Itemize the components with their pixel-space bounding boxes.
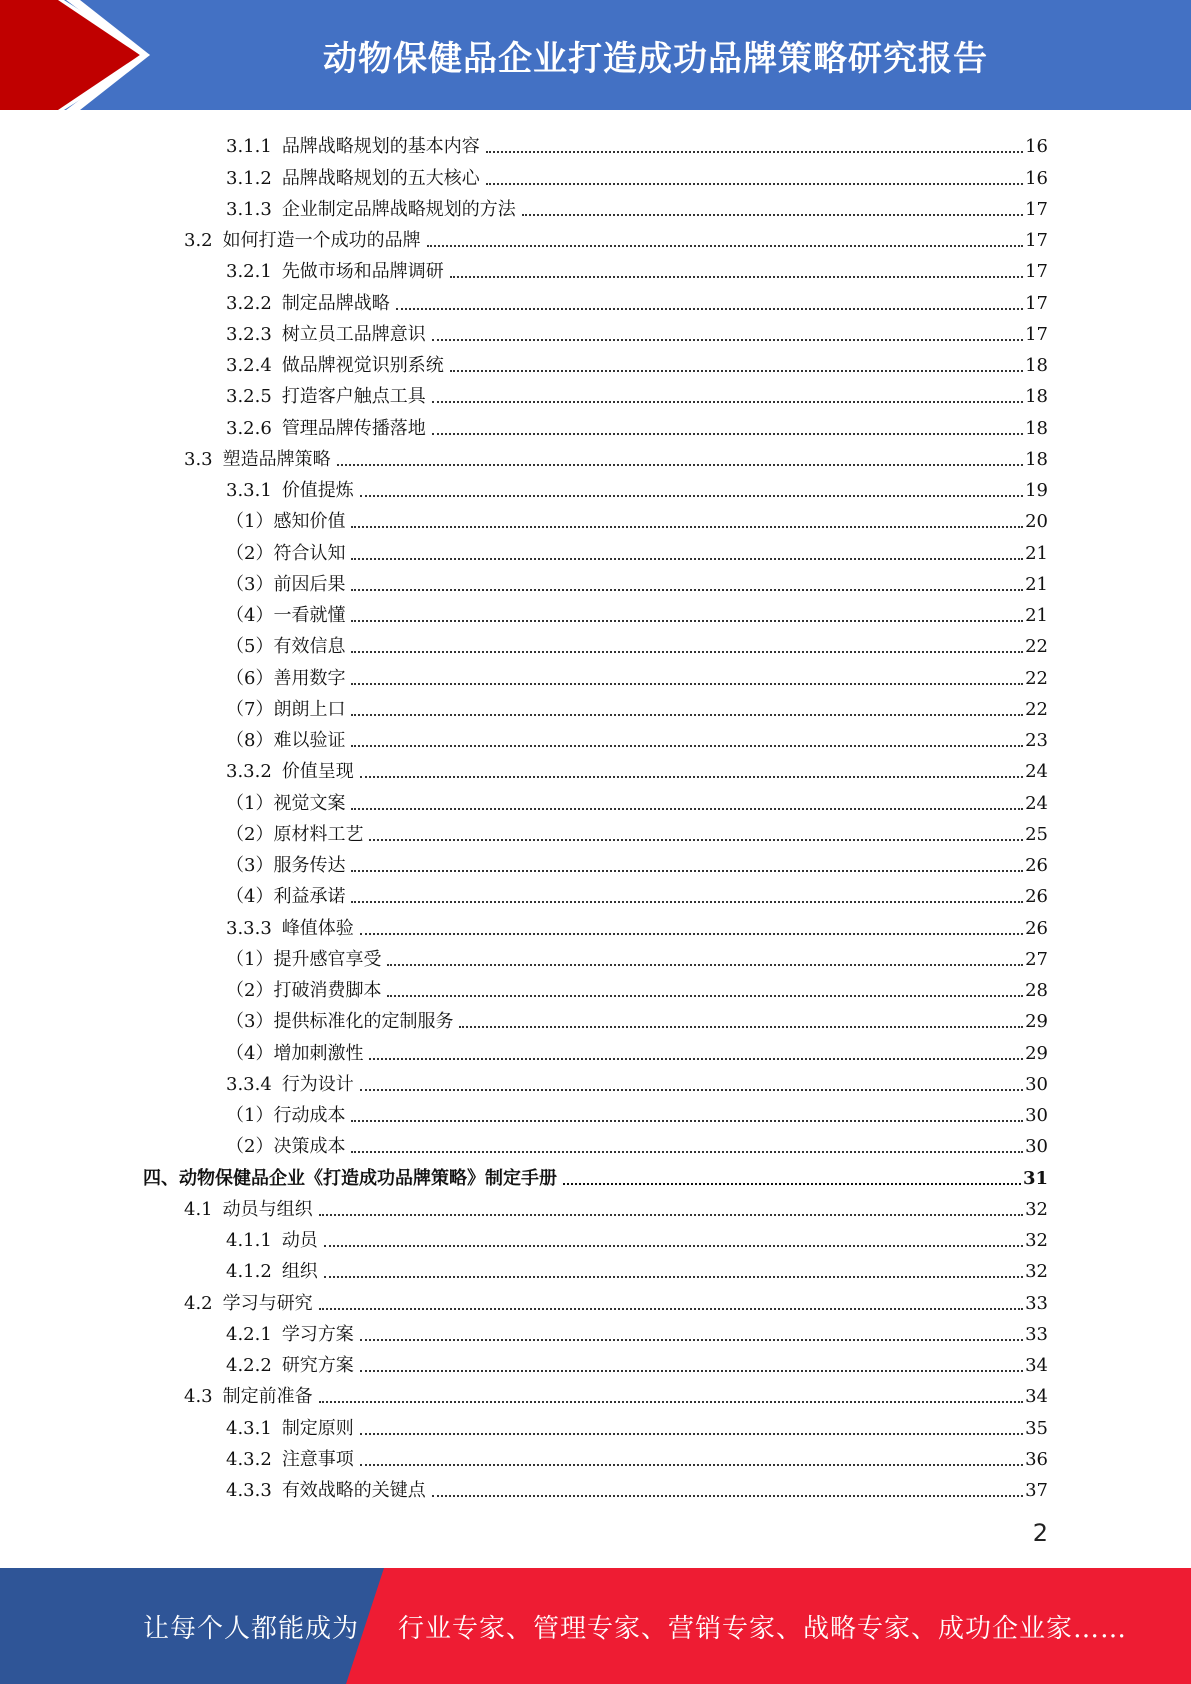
toc-entry-label bbox=[226, 730, 345, 752]
toc-entry[interactable] bbox=[0, 1315, 1191, 1346]
toc-entry-number: 4.1 bbox=[184, 1198, 213, 1220]
table-of-contents bbox=[0, 127, 1191, 1502]
toc-entry[interactable] bbox=[0, 502, 1191, 533]
toc-leader-dots bbox=[432, 401, 1023, 403]
toc-entry[interactable] bbox=[0, 440, 1191, 471]
toc-entry-text: （3）服务传达 bbox=[226, 855, 346, 876]
toc-entry-text: （5）有效信息 bbox=[226, 636, 346, 658]
toc-leader-dots bbox=[486, 151, 1023, 153]
toc-entry-text: 学习与研究 bbox=[222, 1292, 313, 1314]
toc-entry-page: 37 bbox=[1025, 1480, 1048, 1501]
toc-entry-page: 20 bbox=[1025, 511, 1048, 533]
toc-entry-label bbox=[226, 761, 354, 783]
toc-entry-text: 四、动物保健品企业《打造成功品牌策略》制定手册 bbox=[143, 1167, 557, 1189]
toc-entry-text: （3）提供标准化的定制服务 bbox=[226, 1011, 454, 1033]
toc-entry-text: （1）提升感官享受 bbox=[226, 948, 382, 970]
toc-entry-page: 17 bbox=[1025, 198, 1048, 220]
toc-entry-page: 21 bbox=[1025, 542, 1048, 564]
toc-leader-dots bbox=[337, 464, 1023, 466]
toc-entry[interactable] bbox=[0, 1065, 1191, 1096]
toc-entry-label bbox=[226, 1261, 318, 1283]
toc-entry-label bbox=[226, 1011, 453, 1033]
toc-entry-text: 有效战略的关键点 bbox=[281, 1480, 426, 1501]
toc-entry-label bbox=[226, 511, 345, 533]
toc-entry-number: 4.3.1 bbox=[226, 1417, 272, 1439]
toc-entry-text: （4）利益承诺 bbox=[226, 886, 346, 908]
toc-entry-number: 4.2 bbox=[184, 1292, 213, 1314]
toc-entry[interactable] bbox=[0, 940, 1191, 971]
toc-entry-page: 33 bbox=[1025, 1323, 1048, 1345]
toc-entry-number: 3.2 bbox=[184, 230, 213, 251]
toc-entry-text: （4）增加刺激性 bbox=[226, 1042, 364, 1064]
toc-entry-number: 3.1.3 bbox=[226, 198, 272, 220]
toc-entry-label bbox=[226, 1324, 354, 1346]
toc-entry-page: 30 bbox=[1025, 1105, 1048, 1126]
toc-entry[interactable] bbox=[0, 127, 1191, 158]
toc-leader-dots bbox=[563, 1183, 1021, 1185]
toc-leader-dots bbox=[351, 683, 1023, 685]
toc-entry-number: 3.1.2 bbox=[226, 167, 272, 189]
toc-entry-number: 4.3 bbox=[184, 1386, 213, 1408]
toc-entry[interactable] bbox=[0, 627, 1191, 658]
toc-entry-number: 3.3.3 bbox=[226, 917, 272, 939]
toc-entry-label bbox=[226, 574, 345, 596]
toc-entry-label bbox=[226, 636, 345, 658]
toc-entry-label bbox=[226, 386, 426, 408]
toc-entry-label bbox=[226, 1230, 318, 1252]
toc-entry-text: 学习方案 bbox=[281, 1323, 354, 1345]
toc-entry-page: 31 bbox=[1022, 1167, 1048, 1189]
toc-entry-number: 4.1.2 bbox=[226, 1261, 272, 1283]
toc-entry-page: 17 bbox=[1025, 292, 1048, 314]
toc-leader-dots bbox=[319, 1214, 1023, 1216]
toc-entry-number: 4.2.1 bbox=[226, 1323, 272, 1345]
toc-entry-text: 价值呈现 bbox=[281, 761, 354, 783]
toc-entry-text: 做品牌视觉识别系统 bbox=[281, 355, 444, 376]
toc-entry-page: 18 bbox=[1025, 355, 1048, 376]
toc-entry-label bbox=[226, 980, 381, 1002]
toc-leader-dots bbox=[324, 1245, 1023, 1247]
toc-leader-dots bbox=[351, 589, 1023, 591]
toc-entry-text: 组织 bbox=[281, 1261, 318, 1283]
toc-entry-label bbox=[226, 699, 345, 721]
toc-entry-page: 26 bbox=[1025, 886, 1048, 908]
toc-entry[interactable] bbox=[0, 877, 1191, 908]
toc-entry[interactable] bbox=[0, 1283, 1191, 1314]
toc-entry-text: （4）一看就懂 bbox=[226, 605, 346, 626]
toc-leader-dots bbox=[319, 1401, 1023, 1403]
toc-entry-label bbox=[226, 324, 426, 346]
toc-leader-dots bbox=[351, 870, 1023, 872]
toc-entry-text: 如何打造一个成功的品牌 bbox=[222, 230, 421, 251]
toc-entry-label bbox=[226, 1480, 426, 1502]
toc-entry-label bbox=[226, 855, 345, 877]
page-footer bbox=[0, 1568, 1191, 1684]
toc-entry-text: （2）原材料工艺 bbox=[226, 823, 364, 845]
toc-entry-page: 28 bbox=[1025, 980, 1048, 1001]
toc-entry-page: 26 bbox=[1025, 917, 1048, 939]
toc-entry-page: 26 bbox=[1025, 855, 1048, 876]
toc-entry-label bbox=[226, 168, 480, 190]
toc-entry[interactable] bbox=[0, 1096, 1191, 1127]
toc-entry-text: （2）打破消费脚本 bbox=[226, 980, 382, 1001]
toc-entry[interactable] bbox=[0, 377, 1191, 408]
toc-entry-text: 塑造品牌策略 bbox=[222, 448, 331, 470]
toc-entry-page: 22 bbox=[1025, 698, 1048, 720]
toc-entry-label bbox=[226, 824, 363, 846]
toc-entry-text: 制定品牌战略 bbox=[281, 292, 390, 314]
toc-entry[interactable] bbox=[0, 1252, 1191, 1283]
toc-entry-page: 33 bbox=[1025, 1292, 1048, 1314]
toc-entry-text: （6）善用数字 bbox=[226, 667, 346, 689]
toc-entry[interactable] bbox=[0, 1127, 1191, 1158]
toc-entry-text: 品牌战略规划的五大核心 bbox=[281, 167, 480, 189]
footer-slogan-right: 行业专家、管理专家、营销专家、战略专家、成功企业家…… bbox=[398, 1613, 1128, 1644]
page-header bbox=[0, 0, 1191, 110]
toc-entry-page: 30 bbox=[1025, 1073, 1048, 1095]
toc-entry-label bbox=[184, 1199, 313, 1221]
toc-entry[interactable] bbox=[0, 1440, 1191, 1471]
toc-entry-page: 22 bbox=[1025, 667, 1048, 689]
toc-entry-page: 21 bbox=[1025, 573, 1048, 595]
toc-entry[interactable] bbox=[0, 565, 1191, 596]
toc-entry-label bbox=[184, 449, 331, 471]
toc-leader-dots bbox=[351, 1151, 1023, 1153]
toc-leader-dots bbox=[351, 526, 1023, 528]
toc-entry-label bbox=[226, 1136, 345, 1158]
toc-entry-label bbox=[226, 199, 516, 221]
toc-leader-dots bbox=[396, 308, 1023, 310]
toc-entry-label bbox=[143, 1168, 557, 1190]
toc-entry-page: 24 bbox=[1025, 792, 1048, 814]
toc-entry-page: 35 bbox=[1025, 1417, 1048, 1439]
toc-entry[interactable] bbox=[0, 752, 1191, 783]
page-number: 2 bbox=[1032, 1519, 1048, 1547]
toc-leader-dots bbox=[486, 183, 1023, 185]
toc-entry-label bbox=[226, 480, 354, 502]
toc-leader-dots bbox=[387, 995, 1023, 997]
toc-entry-number: 3.2.4 bbox=[226, 355, 272, 376]
toc-entry-number: 4.1.1 bbox=[226, 1230, 272, 1251]
toc-leader-dots bbox=[351, 620, 1023, 622]
toc-entry-label bbox=[184, 230, 421, 252]
toc-entry-label bbox=[184, 1293, 313, 1315]
toc-entry-page: 24 bbox=[1025, 761, 1048, 783]
toc-entry-number: 3.3.1 bbox=[226, 480, 272, 501]
footer-slogan-left: 让每个人都能成为 bbox=[143, 1613, 360, 1644]
toc-entry[interactable] bbox=[0, 533, 1191, 564]
toc-entry-text: 制定原则 bbox=[281, 1417, 354, 1439]
toc-entry-page: 16 bbox=[1025, 167, 1048, 189]
toc-entry[interactable] bbox=[0, 252, 1191, 283]
toc-entry-number: 3.3.4 bbox=[226, 1073, 272, 1095]
toc-entry-text: 树立员工品牌意识 bbox=[281, 323, 426, 345]
toc-entry[interactable] bbox=[0, 596, 1191, 627]
toc-entry-text: 打造客户触点工具 bbox=[281, 386, 426, 408]
toc-entry-text: 价值提炼 bbox=[281, 480, 354, 501]
toc-leader-dots bbox=[351, 714, 1023, 716]
toc-entry-label bbox=[226, 136, 480, 158]
toc-entry-label bbox=[226, 1355, 354, 1377]
toc-entry-page: 17 bbox=[1025, 261, 1048, 283]
toc-entry-text: （2）决策成本 bbox=[226, 1136, 346, 1158]
toc-entry-text: 管理品牌传播落地 bbox=[281, 417, 426, 439]
toc-leader-dots bbox=[324, 1276, 1023, 1278]
toc-leader-dots bbox=[459, 1026, 1023, 1028]
toc-entry-page: 23 bbox=[1025, 730, 1048, 751]
toc-entry-text: 品牌战略规划的基本内容 bbox=[281, 136, 480, 158]
toc-entry[interactable] bbox=[0, 315, 1191, 346]
toc-entry-label bbox=[226, 605, 345, 627]
toc-entry-page: 17 bbox=[1025, 230, 1048, 251]
toc-leader-dots bbox=[351, 901, 1023, 903]
toc-leader-dots bbox=[360, 495, 1023, 497]
toc-entry-page: 34 bbox=[1025, 1386, 1048, 1408]
toc-entry[interactable] bbox=[0, 783, 1191, 814]
toc-entry-label bbox=[226, 293, 390, 315]
toc-leader-dots bbox=[432, 339, 1023, 341]
toc-entry-number: 4.3.3 bbox=[226, 1480, 272, 1501]
toc-entry-label bbox=[226, 418, 426, 440]
toc-entry-page: 16 bbox=[1025, 136, 1048, 158]
toc-leader-dots bbox=[369, 839, 1023, 841]
toc-entry-number: 3.2.2 bbox=[226, 292, 272, 314]
toc-entry[interactable] bbox=[0, 908, 1191, 939]
toc-leader-dots bbox=[432, 433, 1023, 435]
toc-leader-dots bbox=[319, 1308, 1023, 1310]
toc-entry-text: 制定前准备 bbox=[222, 1386, 313, 1408]
red-chevron-icon bbox=[0, 0, 160, 110]
toc-entry-number: 3.3 bbox=[184, 448, 213, 470]
toc-entry[interactable] bbox=[0, 1471, 1191, 1502]
toc-leader-dots bbox=[450, 370, 1023, 372]
toc-entry[interactable] bbox=[0, 1221, 1191, 1252]
toc-entry-page: 30 bbox=[1025, 1136, 1048, 1158]
toc-entry-text: 峰值体验 bbox=[281, 917, 354, 939]
toc-leader-dots bbox=[351, 745, 1023, 747]
toc-entry-text: （3）前因后果 bbox=[226, 573, 346, 595]
toc-leader-dots bbox=[387, 964, 1023, 966]
toc-entry-number: 3.2.5 bbox=[226, 386, 272, 408]
toc-leader-dots bbox=[450, 276, 1023, 278]
toc-entry[interactable] bbox=[0, 190, 1191, 221]
toc-entry[interactable] bbox=[0, 971, 1191, 1002]
toc-leader-dots bbox=[351, 1120, 1023, 1122]
toc-entry[interactable] bbox=[0, 408, 1191, 439]
toc-entry-text: 先做市场和品牌调研 bbox=[281, 261, 444, 283]
toc-entry-label bbox=[226, 261, 444, 283]
toc-entry-page: 21 bbox=[1025, 605, 1048, 626]
toc-leader-dots bbox=[360, 1089, 1023, 1091]
toc-leader-dots bbox=[427, 245, 1023, 247]
toc-leader-dots bbox=[369, 1058, 1023, 1060]
toc-entry[interactable] bbox=[0, 721, 1191, 752]
toc-entry-label bbox=[226, 918, 354, 940]
toc-entry-page: 18 bbox=[1025, 448, 1048, 470]
toc-entry-page: 22 bbox=[1025, 636, 1048, 658]
toc-entry-text: 企业制定品牌战略规划的方法 bbox=[281, 198, 516, 220]
toc-leader-dots bbox=[360, 1339, 1023, 1341]
toc-entry[interactable] bbox=[0, 1408, 1191, 1439]
toc-entry-text: 研究方案 bbox=[281, 1355, 354, 1376]
toc-leader-dots bbox=[360, 933, 1023, 935]
toc-leader-dots bbox=[360, 1433, 1023, 1435]
toc-entry-text: 动员与组织 bbox=[222, 1198, 313, 1220]
toc-entry[interactable] bbox=[0, 471, 1191, 502]
toc-entry-page: 27 bbox=[1025, 948, 1048, 970]
toc-entry-page: 17 bbox=[1025, 323, 1048, 345]
toc-entry-number: 4.2.2 bbox=[226, 1355, 272, 1376]
toc-entry-label bbox=[226, 793, 345, 815]
toc-entry-text: （1）视觉文案 bbox=[226, 792, 346, 814]
toc-entry-text: （1）行动成本 bbox=[226, 1105, 346, 1126]
toc-entry[interactable] bbox=[0, 1190, 1191, 1221]
toc-entry-label bbox=[226, 949, 381, 971]
toc-entry[interactable] bbox=[0, 690, 1191, 721]
toc-leader-dots bbox=[432, 1495, 1023, 1497]
toc-entry[interactable] bbox=[0, 283, 1191, 314]
toc-entry[interactable] bbox=[0, 815, 1191, 846]
toc-entry-page: 32 bbox=[1025, 1230, 1048, 1251]
toc-leader-dots bbox=[360, 1370, 1023, 1372]
toc-entry[interactable] bbox=[0, 221, 1191, 252]
toc-entry-number: 3.2.3 bbox=[226, 323, 272, 345]
toc-entry-number: 3.2.1 bbox=[226, 261, 272, 283]
toc-leader-dots bbox=[351, 651, 1023, 653]
toc-entry-label bbox=[226, 1074, 354, 1096]
toc-entry-page: 25 bbox=[1025, 823, 1048, 845]
toc-leader-dots bbox=[351, 808, 1023, 810]
toc-entry-label bbox=[226, 668, 345, 690]
toc-entry-page: 18 bbox=[1025, 417, 1048, 439]
toc-entry[interactable] bbox=[0, 1377, 1191, 1408]
toc-entry[interactable] bbox=[0, 1002, 1191, 1033]
toc-entry-page: 32 bbox=[1025, 1198, 1048, 1220]
toc-entry-number: 3.1.1 bbox=[226, 136, 272, 158]
toc-entry-page: 29 bbox=[1025, 1011, 1048, 1033]
toc-entry[interactable] bbox=[0, 346, 1191, 377]
report-title: 动物保健品企业打造成功品牌策略研究报告 bbox=[323, 38, 988, 79]
toc-entry-label bbox=[226, 1105, 345, 1127]
toc-entry-text: （2）符合认知 bbox=[226, 542, 346, 564]
toc-entry-label bbox=[226, 543, 345, 565]
toc-leader-dots bbox=[522, 214, 1023, 216]
toc-entry[interactable] bbox=[0, 158, 1191, 189]
toc-entry-text: （7）朗朗上口 bbox=[226, 698, 346, 720]
toc-entry-page: 18 bbox=[1025, 386, 1048, 408]
toc-entry[interactable] bbox=[0, 846, 1191, 877]
toc-entry[interactable] bbox=[0, 1158, 1191, 1189]
toc-entry-label bbox=[226, 355, 444, 377]
toc-entry-page: 34 bbox=[1025, 1355, 1048, 1376]
toc-leader-dots bbox=[360, 776, 1023, 778]
toc-entry-label bbox=[226, 1449, 354, 1471]
toc-entry-number: 3.3.2 bbox=[226, 761, 272, 783]
toc-leader-dots bbox=[351, 558, 1023, 560]
toc-entry-number: 4.3.2 bbox=[226, 1448, 272, 1470]
toc-entry-page: 29 bbox=[1025, 1042, 1048, 1064]
toc-entry-page: 32 bbox=[1025, 1261, 1048, 1283]
toc-entry-text: （8）难以验证 bbox=[226, 730, 346, 751]
toc-entry-text: 行为设计 bbox=[281, 1073, 354, 1095]
toc-leader-dots bbox=[360, 1464, 1023, 1466]
toc-entry[interactable] bbox=[0, 658, 1191, 689]
toc-entry-page: 36 bbox=[1025, 1448, 1048, 1470]
toc-entry-text: 动员 bbox=[281, 1230, 318, 1251]
toc-entry-label bbox=[226, 886, 345, 908]
toc-entry-text: （1）感知价值 bbox=[226, 511, 346, 533]
toc-entry-label bbox=[226, 1043, 363, 1065]
toc-entry-number: 3.2.6 bbox=[226, 417, 272, 439]
toc-entry-text: 注意事项 bbox=[281, 1448, 354, 1470]
toc-entry-label bbox=[184, 1386, 313, 1408]
toc-entry-page: 19 bbox=[1025, 480, 1048, 501]
toc-entry[interactable] bbox=[0, 1346, 1191, 1377]
toc-entry-label bbox=[226, 1418, 354, 1440]
toc-entry[interactable] bbox=[0, 1033, 1191, 1064]
